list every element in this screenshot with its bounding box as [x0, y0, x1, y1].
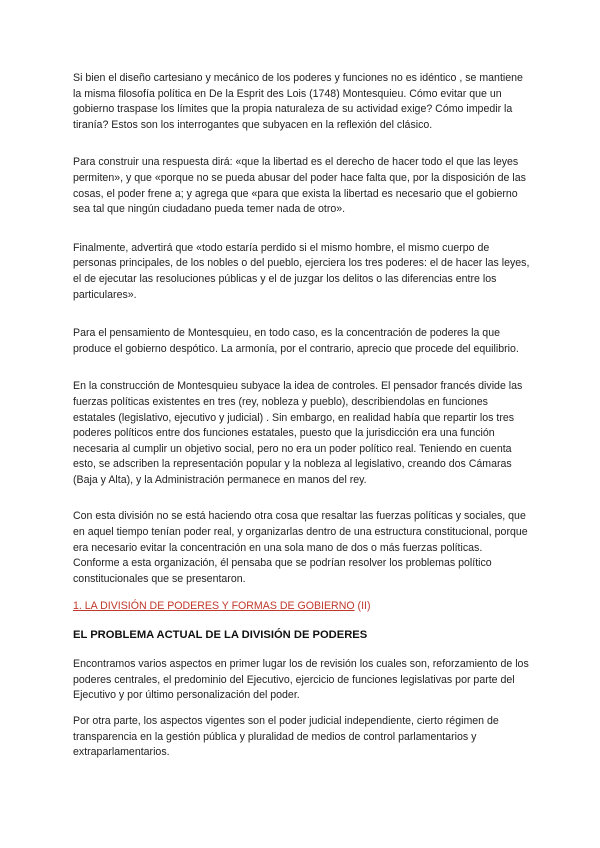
paragraph: En la construcción de Montesquieu subyace la idea de controles. El pensador francés divide las fuerzas políticas existentes en tres (rey, nobleza y pueblo), describiendolas en funciones estatales (legislativo, ejecutivo y judicial) . Sin embargo, en realidad había que repartir los tres poderes políticos entre dos funciones estatales, puesto que la jurisdicción era una función necesaria al cumplir un objetivo social, pero no era un poder político real. Teniendo en cuenta esto, se adscriben la representación popular y la nobleza al legislativo, creando dos Cámaras (Baja y Alta), y la Administración permanece en manos del rey. — [73, 380, 523, 486]
section-link-line — [73, 599, 371, 613]
paragraph: Por otra parte, los aspectos vigentes son el poder judicial independiente, cierto régimen de transparencia en la gestión pública y pluralidad de medios de control parlamentarios y extraparlamentarios. — [73, 715, 499, 759]
paragraph: Finalmente, advertirá que «todo estaría perdido si el mismo hombre, el mismo cuerpo de personas principales, de los nobles o del pueblo, ejerciera los tres poderes: el de hacer las leyes, el de ejecutar las resoluciones públicas y el de juzgar los delitos o las diferencias entre los particulares». — [73, 241, 530, 301]
paragraph: Si bien el diseño cartesiano y mecánico de los poderes y funciones no es idéntico , se mantiene la misma filosofía política en De la Esprit des Lois (1748) Montesquieu. Cómo evitar que un gobierno traspase los límites que la propia naturaleza de su actividad exige? Cómo impedir la tiranía? Estos son los interrogantes que subyacen en la reflexión del clásico. — [73, 72, 523, 131]
section-link-suffix: (II) — [357, 600, 371, 612]
section-link[interactable]: 1. LA DIVISIÓN DE PODERES Y FORMAS DE GOBIERNO — [73, 600, 355, 612]
paragraph: Para construir una respuesta dirá: «que la libertad es el derecho de hacer todo el que las leyes permiten», y que «porque no se pueda abusar del poder hace falta que, por la disposición de las cosas, el poder frene a; y agrega que «para que exista la libertad es necesario que el gobierno sea tal que ningún ciudadano pueda temer nada de otro». — [73, 156, 526, 216]
paragraph: Para el pensamiento de Montesquieu, en todo caso, es la concentración de poderes la que produce el gobierno despótico. La armonía, por el contrario, aprecio que procede del equilibrio. — [73, 327, 519, 355]
paragraph: Encontramos varios aspectos en primer lugar los de revisión los cuales son, reforzamiento de los poderes centrales, el predominio del Ejecutivo, ejercicio de funciones legislativas por parte del Ejecutivo y por último personalización del poder. — [73, 658, 529, 702]
paragraph: Con esta división no se está haciendo otra cosa que resaltar las fuerzas políticas y sociales, que en aquel tiempo tenían poder real, y organizarlas dentro de una estructura constitucional, porque era necesario evitar la concentración en una sola mano de dos o más fuerzas políticas. Conforme a esta organización, él pensaba que se podrían resolver los problemas político constitucionales que se presentaron. — [73, 510, 528, 585]
section-heading: EL PROBLEMA ACTUAL DE LA DIVISIÓN DE PODERES — [73, 629, 368, 641]
